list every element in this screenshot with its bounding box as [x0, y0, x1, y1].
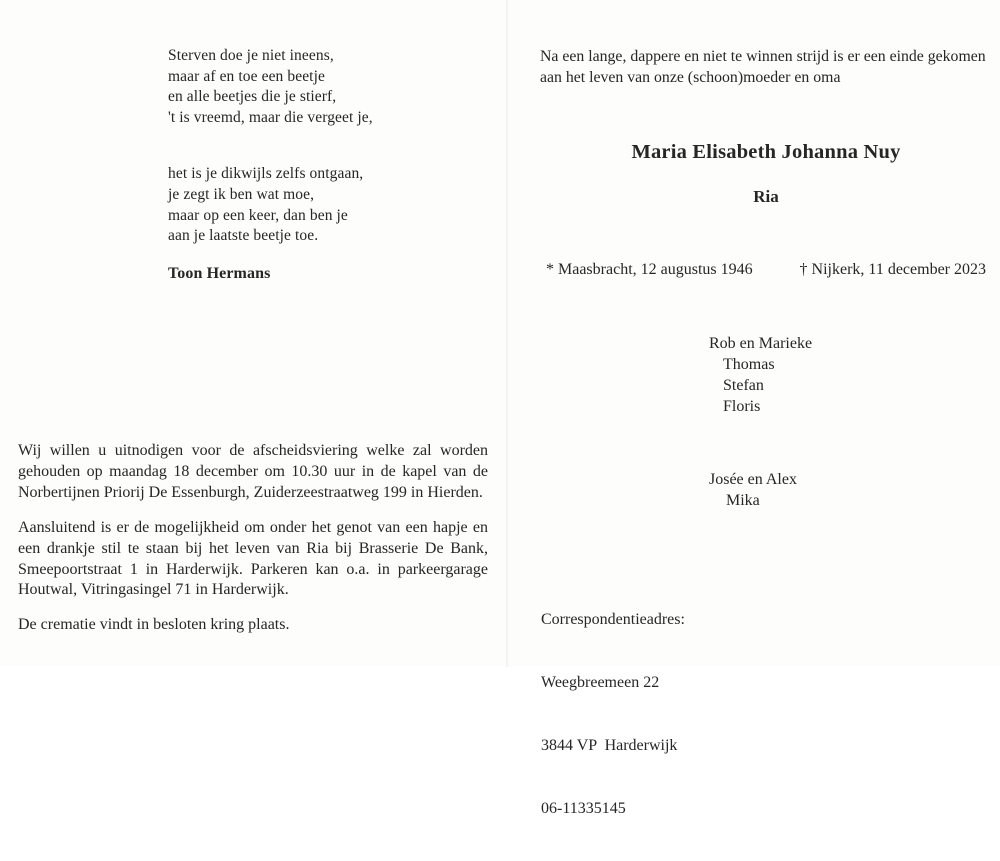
address-line: 06-11335145 [541, 800, 626, 817]
death-info: † Nijkerk, 11 december 2023 [799, 261, 986, 278]
birth-death-dates [546, 261, 986, 279]
invitation-text [18, 441, 488, 636]
paragraph-line: een drankje stil te staan bij het leven van Ria bij Brasserie De Bank, [18, 539, 488, 557]
paragraph-line: Aansluitend is er de mogelijkheid om onder het genot van een hapje en [18, 518, 488, 536]
poem-stanza-2 [168, 164, 373, 246]
invitation-paragraph-1 [18, 441, 488, 504]
family-member: Floris [723, 398, 761, 415]
paragraph-line: Houtwal, Vitringasingel 71 in Harderwijk. [18, 581, 289, 599]
poem-line: je zegt ik ben wat moe, [168, 185, 315, 203]
poem [168, 46, 373, 284]
poem-stanza-1 [168, 46, 373, 128]
deceased-name: Maria Elisabeth Johanna Nuy [631, 141, 901, 163]
paragraph-line: De crematie vindt in besloten kring plaats. [18, 616, 290, 634]
invitation-paragraph-3 [18, 615, 488, 636]
poem-line: en alle beetjes die je stierf, [168, 88, 337, 106]
family-member: Stefan [723, 377, 764, 394]
fold-line [506, 0, 509, 667]
poem-line: het is je dikwijls zelfs ontgaan, [168, 165, 364, 183]
poem-author: Toon Hermans [168, 264, 271, 282]
family-group-1 [709, 333, 812, 417]
family-group-2 [709, 469, 797, 511]
poem-line: aan je laatste beetje toe. [168, 227, 319, 245]
family-member: Thomas [723, 356, 775, 373]
correspondence-label: Correspondentieadres: [541, 611, 685, 628]
poem-line: maar op een keer, dan ben je [168, 206, 348, 224]
birth-info: * Maasbracht, 12 augustus 1946 [546, 261, 753, 278]
invitation-paragraph-2 [18, 518, 488, 602]
family-member: Mika [726, 492, 760, 509]
paragraph-line: Norbertijnen Priorij De Essenburgh, Zuiderzeestraatweg 199 in Hierden. [18, 483, 483, 501]
address-line: 3844 VP Harderwijk [541, 737, 678, 754]
announcement-line: Na een lange, dappere en niet te winnen strijd is er een einde gekomen [540, 48, 986, 65]
address-line: Weegbreemeen 22 [541, 674, 660, 691]
family-member: Josée en Alex [709, 471, 797, 488]
family-member: Rob en Marieke [709, 335, 813, 352]
paragraph-line: Wij willen u uitnodigen voor de afscheidsviering welke zal worden [18, 442, 488, 459]
correspondence-address [541, 567, 685, 861]
announcement-line: aan het leven van onze (schoon)moeder en oma [540, 69, 841, 86]
poem-line: maar af en toe een beetje [168, 67, 325, 85]
paragraph-line: Smeepoortstraat 1 in Harderwijk. Parkeren kan o.a. in parkeergarage [18, 560, 488, 578]
paragraph-line: gehouden op maandag 18 december om 10.30 uur in de kapel van de [18, 462, 488, 480]
announcement-text [540, 46, 986, 88]
deceased-nickname: Ria [753, 187, 779, 206]
poem-line: 't is vreemd, maar die vergeet je, [168, 108, 373, 126]
poem-line: Sterven doe je niet ineens, [168, 47, 334, 64]
